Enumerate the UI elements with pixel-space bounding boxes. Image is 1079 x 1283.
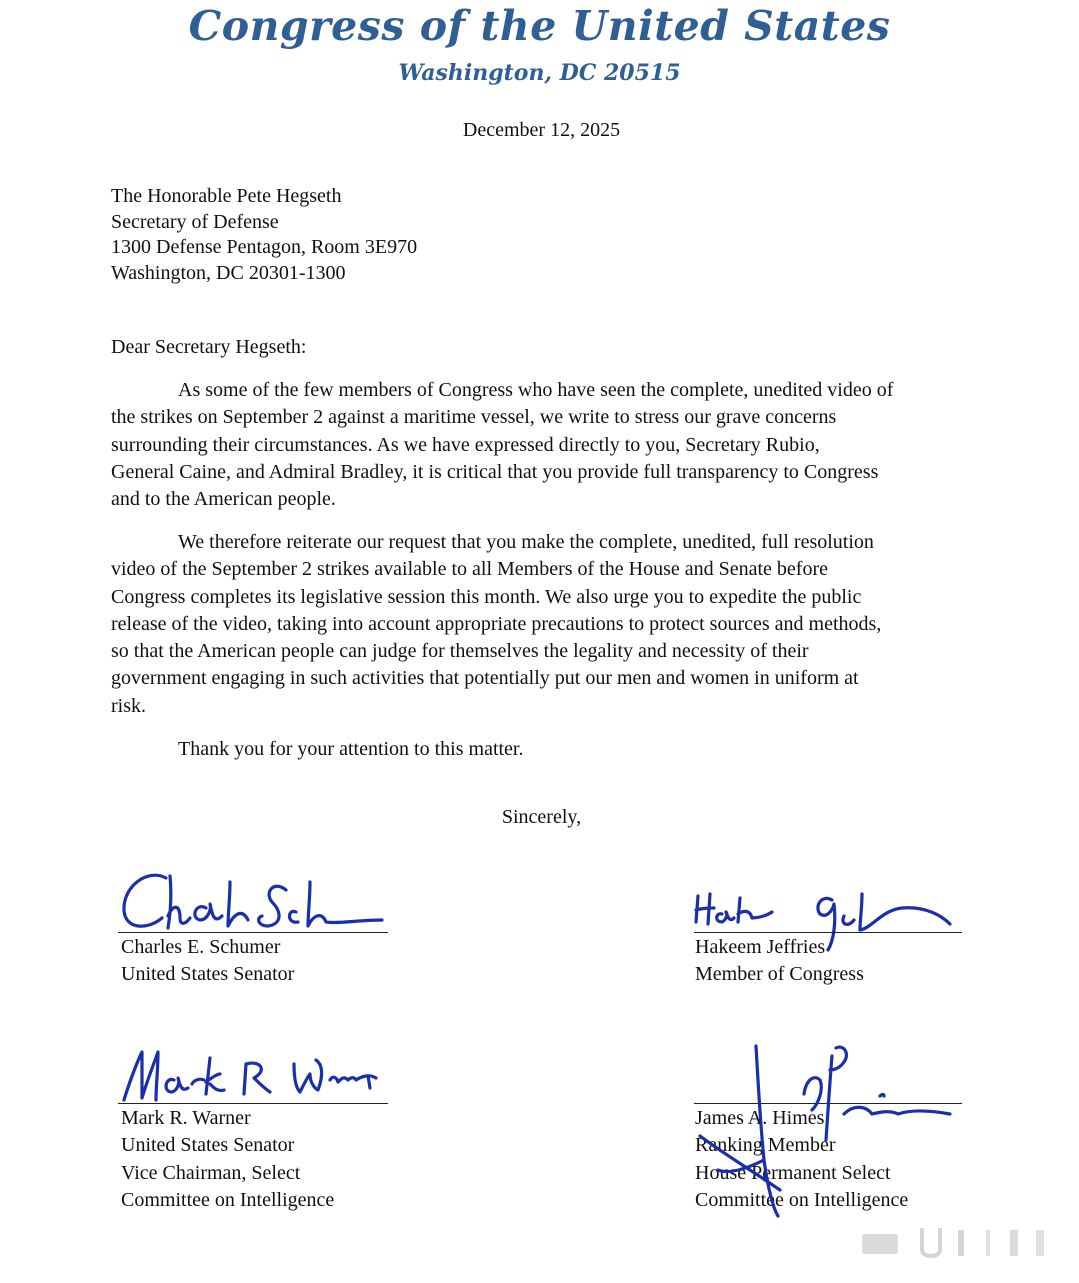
body-paragraph-1 [111,377,971,513]
paragraph-line: risk. [111,694,146,717]
signer-title: Vice Chairman, Select [121,1161,301,1184]
paragraph-line: and to the American people. [111,488,336,511]
recipient-address [111,184,417,286]
signature-schumer [118,868,388,934]
signer-title: Member of Congress [695,963,864,986]
paragraph-line: so that the American people can judge for themselves the legality and necessity of their [111,640,809,663]
signer-title: House Permanent Select [695,1161,891,1184]
paragraph-line: the strikes on September 2 against a maritime vessel, we write to stress our grave concerns [111,406,837,429]
watermark-icon [860,1222,1060,1262]
signer-title: United States Senator [121,963,295,986]
paragraph-line: release of the video, taking into account appropriate precautions to protect sources and methods, [111,612,882,635]
signature-himes [694,1040,956,1220]
recipient-line: The Honorable Pete Hegseth [111,185,342,207]
signer-name: Hakeem Jeffries [695,936,826,958]
paragraph-line: General Caine, and Admiral Bradley, it is critical that you provide full transparency to Congress [111,460,879,483]
closing: Sincerely, [501,806,582,828]
paragraph-line: video of the September 2 strikes available to all Members of the House and Senate before [111,558,828,581]
signer-name: James A. Himes [695,1107,825,1129]
paragraph-line: Congress completes its legislative session this month. We also urge you to expedite the public [111,585,862,608]
signer-name: Charles E. Schumer [121,936,281,958]
letterhead-title: Congress of the United States [188,2,891,50]
body-paragraph-3 [111,736,971,763]
body-paragraph-2 [111,529,971,720]
signer-warner [121,1105,334,1214]
recipient-line: Secretary of Defense [111,210,279,233]
signer-title: Committee on Intelligence [121,1188,335,1211]
paragraph-line: Thank you for your attention to this matter. [178,738,524,760]
signer-schumer [121,934,294,989]
letterhead-address: Washington, DC 20515 [398,60,681,86]
signer-name: Mark R. Warner [121,1107,251,1129]
paragraph-line: We therefore reiterate our request that you make the complete, unedited, full resolution [178,531,874,553]
signer-title: Committee on Intelligence [695,1188,909,1211]
signature-line [118,1103,388,1104]
signer-title: Ranking Member [695,1134,836,1157]
letter-date: December 12, 2025 [462,119,621,141]
paragraph-line: As some of the few members of Congress who have seen the complete, unedited video of [178,379,894,401]
recipient-line: 1300 Defense Pentagon, Room 3E970 [111,236,418,258]
paragraph-line: government engaging in such activities that potentially put our men and women in uniform at [111,667,859,690]
signer-jeffries [695,934,864,989]
paragraph-line: surrounding their circumstances. As we have expressed directly to you, Secretary Rubio, [111,433,820,456]
signature-warner [118,1044,386,1104]
signature-line [694,932,962,933]
salutation: Dear Secretary Hegseth: [111,336,307,358]
recipient-line: Washington, DC 20301-1300 [111,261,346,284]
signature-line [118,932,388,933]
signer-title: United States Senator [121,1134,295,1157]
